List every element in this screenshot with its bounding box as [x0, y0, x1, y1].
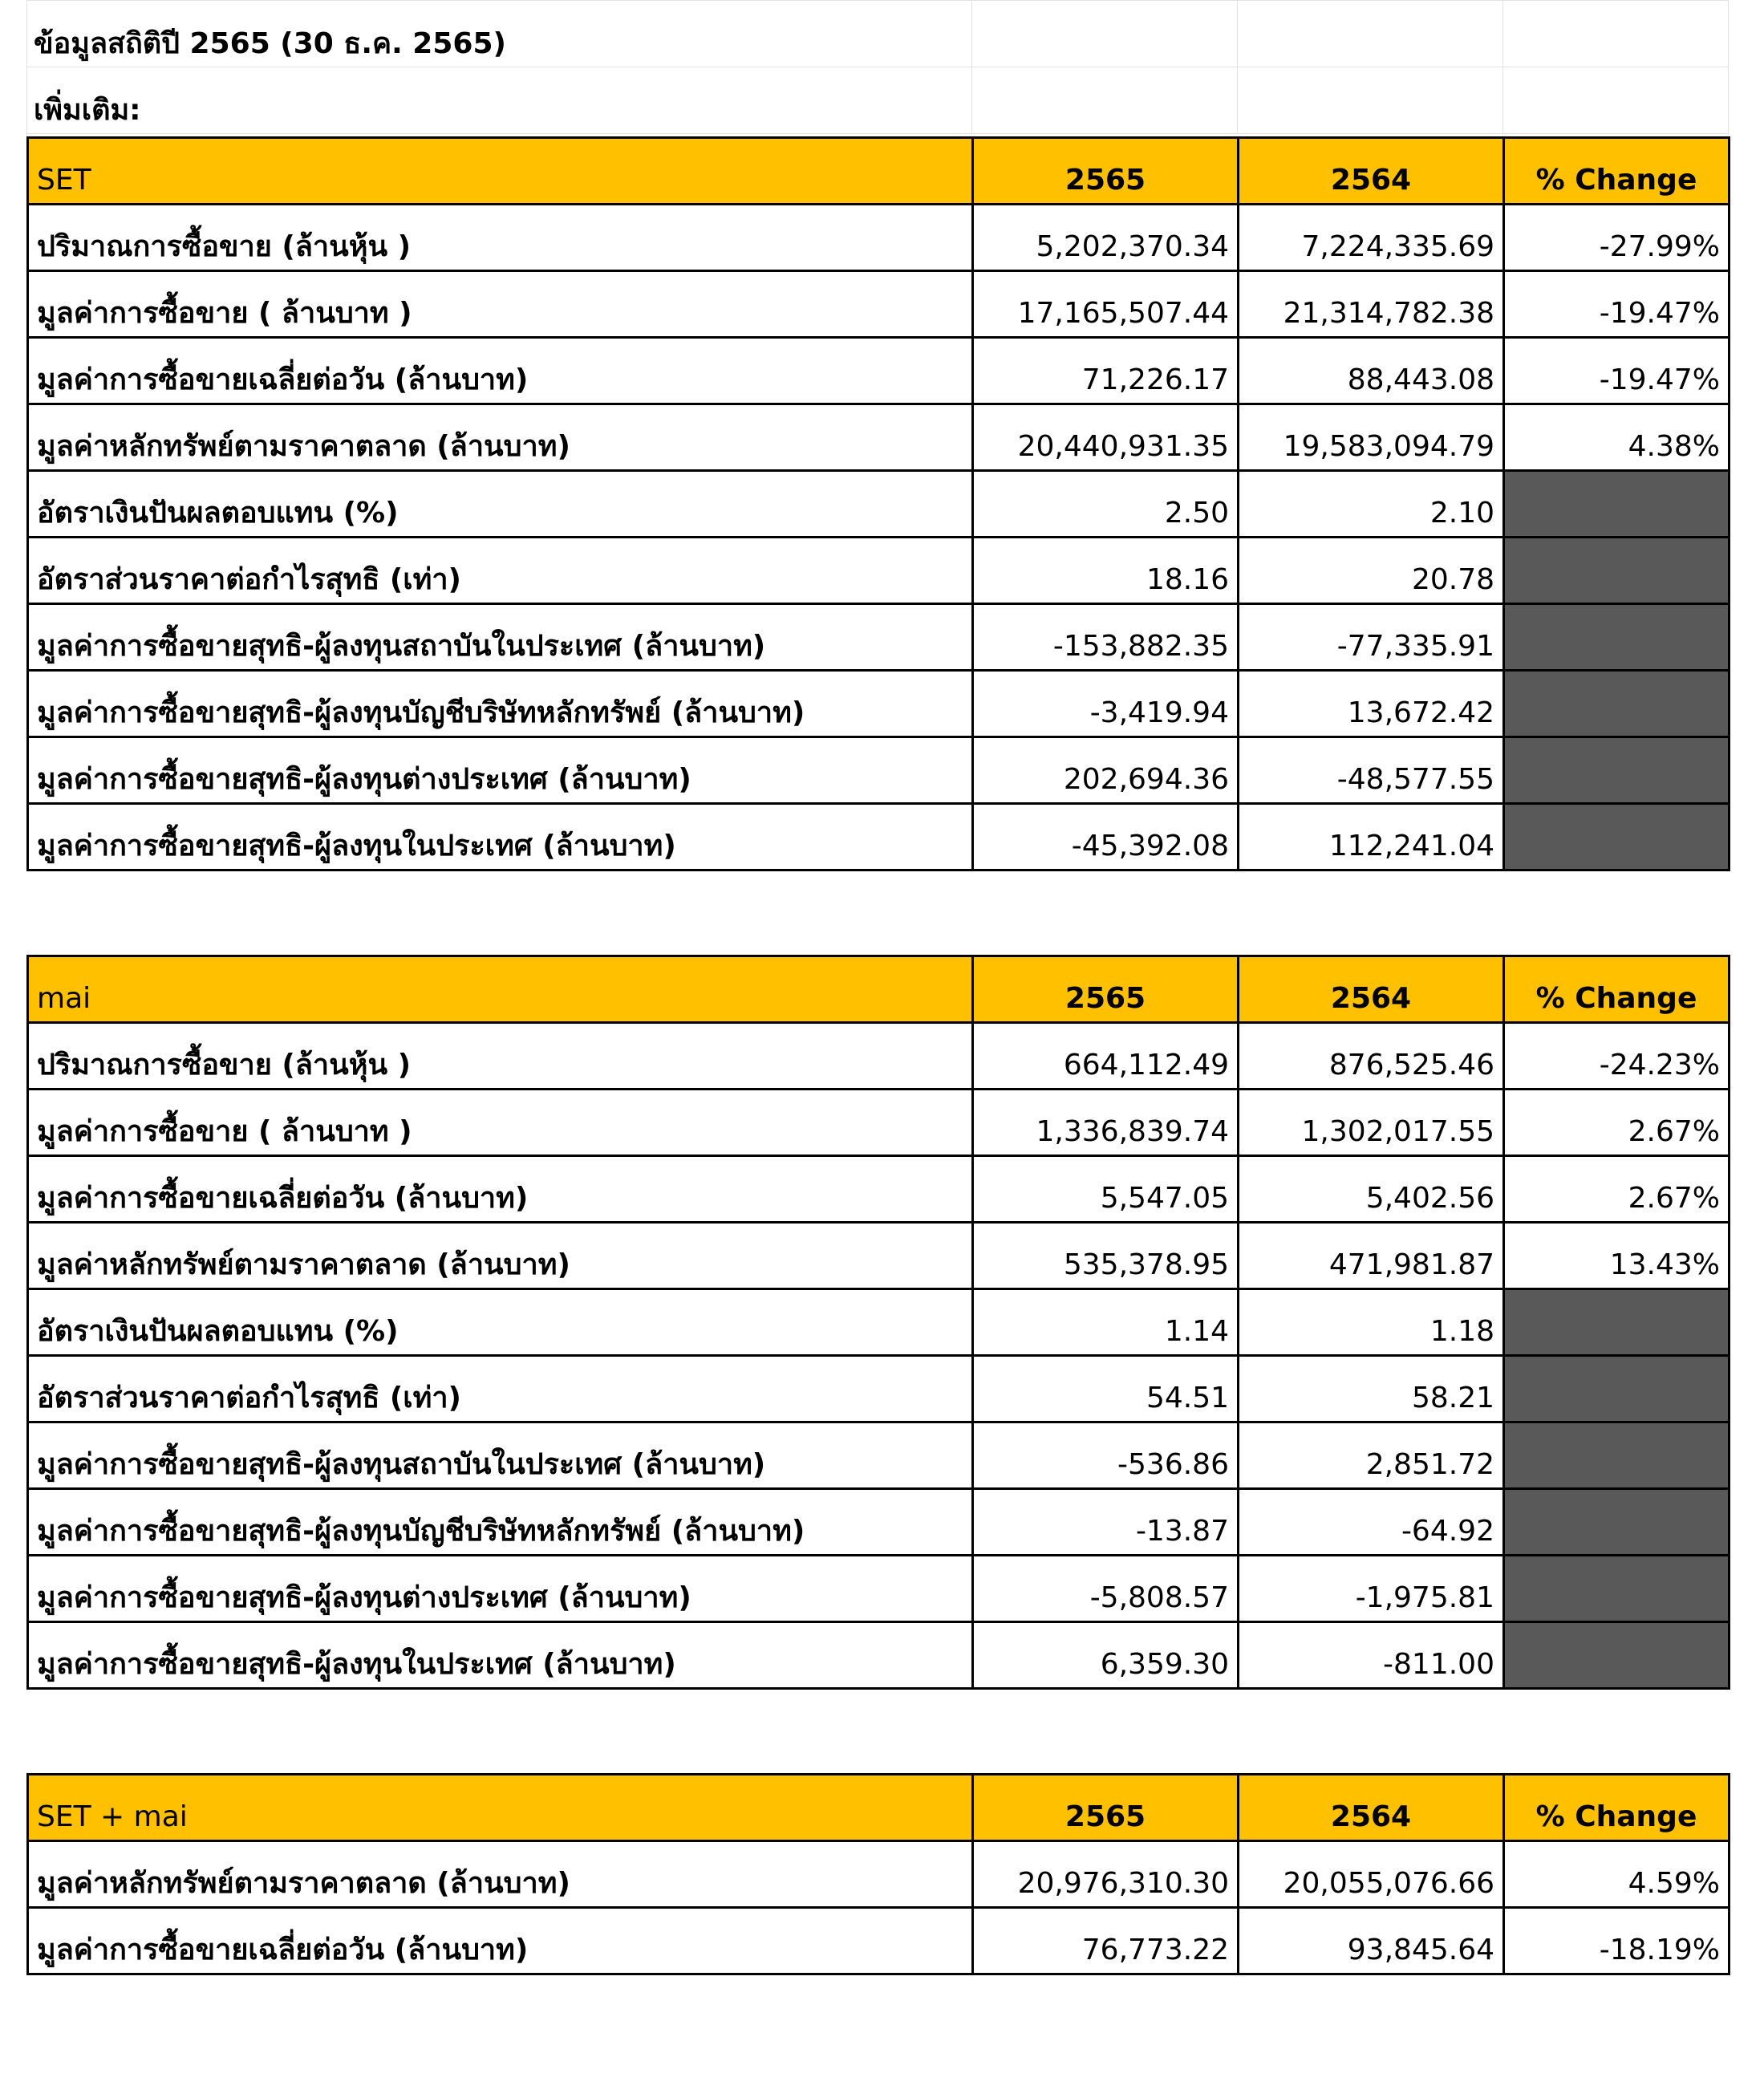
row-label-cell[interactable]: ปริมาณการซื้อขาย (ล้านหุ้น ): [28, 1023, 973, 1090]
table-row: [28, 1489, 1730, 1556]
table-row: [28, 671, 1730, 737]
table-row: [28, 205, 1730, 271]
column-header-2564[interactable]: 2564: [1239, 1775, 1504, 1841]
table-row: [28, 1556, 1730, 1622]
percent-change-cell[interactable]: -19.47%: [1504, 271, 1730, 338]
empty-cell[interactable]: [1238, 67, 1503, 134]
value-2564-cell[interactable]: 20.78: [1239, 538, 1504, 604]
row-label-cell[interactable]: มูลค่าการซื้อขายสุทธิ-ผู้ลงทุนบัญชีบริษัทหลักทรัพย์ (ล้านบาท): [28, 1489, 973, 1556]
value-2565-cell[interactable]: -13.87: [973, 1489, 1239, 1556]
value-2565-cell[interactable]: -3,419.94: [973, 671, 1239, 737]
value-2565-cell[interactable]: 6,359.30: [973, 1622, 1239, 1689]
value-2564-cell[interactable]: -1,975.81: [1239, 1556, 1504, 1622]
column-header-2565[interactable]: 2565: [973, 1775, 1239, 1841]
value-2565-cell[interactable]: 76,773.22: [973, 1908, 1239, 1974]
value-2564-cell[interactable]: 471,981.87: [1239, 1223, 1504, 1289]
table-row: [28, 1908, 1730, 1974]
value-2565-cell[interactable]: 5,547.05: [973, 1156, 1239, 1223]
percent-change-cell[interactable]: 4.38%: [1504, 404, 1730, 471]
table-name-cell[interactable]: mai: [28, 956, 973, 1023]
value-2565-cell[interactable]: -153,882.35: [973, 604, 1239, 671]
value-2564-cell[interactable]: 88,443.08: [1239, 338, 1504, 404]
table-row: [28, 1223, 1730, 1289]
value-2564-cell[interactable]: -64.92: [1239, 1489, 1504, 1556]
column-header-2565[interactable]: 2565: [973, 138, 1239, 205]
row-label-cell[interactable]: มูลค่าการซื้อขายสุทธิ-ผู้ลงทุนสถาบันในประเทศ (ล้านบาท): [28, 604, 973, 671]
shaded-empty-cell[interactable]: [1504, 737, 1730, 804]
shaded-empty-cell[interactable]: [1504, 471, 1730, 538]
more-label[interactable]: เพิ่มเติม:: [27, 67, 972, 134]
column-header-2564[interactable]: 2564: [1239, 138, 1504, 205]
value-2565-cell[interactable]: -536.86: [973, 1422, 1239, 1489]
percent-change-cell[interactable]: -27.99%: [1504, 205, 1730, 271]
shaded-empty-cell[interactable]: [1504, 1422, 1730, 1489]
shaded-empty-cell[interactable]: [1504, 671, 1730, 737]
row-label-cell[interactable]: มูลค่าการซื้อขายสุทธิ-ผู้ลงทุนบัญชีบริษัทหลักทรัพย์ (ล้านบาท): [28, 671, 973, 737]
table-row: [28, 1023, 1730, 1090]
empty-cell[interactable]: [1503, 1, 1729, 67]
value-2564-cell[interactable]: -48,577.55: [1239, 737, 1504, 804]
title-block: [26, 0, 1729, 134]
value-2564-cell[interactable]: 112,241.04: [1239, 804, 1504, 870]
table-name-cell[interactable]: SET + mai: [28, 1775, 973, 1841]
row-label-cell[interactable]: อัตราส่วนราคาต่อกำไรสุทธิ (เท่า): [28, 1356, 973, 1422]
table-row: [28, 1090, 1730, 1156]
percent-change-cell[interactable]: 4.59%: [1504, 1841, 1730, 1908]
shaded-empty-cell[interactable]: [1504, 1289, 1730, 1356]
sheet-title[interactable]: ข้อมูลสถิติปี 2565 (30 ธ.ค. 2565): [27, 1, 972, 67]
mai-table: [26, 955, 1730, 1690]
percent-change-cell[interactable]: 2.67%: [1504, 1090, 1730, 1156]
value-2565-cell[interactable]: 1.14: [973, 1289, 1239, 1356]
table-row: [28, 471, 1730, 538]
value-2565-cell[interactable]: 2.50: [973, 471, 1239, 538]
shaded-empty-cell[interactable]: [1504, 1489, 1730, 1556]
percent-change-cell[interactable]: -24.23%: [1504, 1023, 1730, 1090]
value-2564-cell[interactable]: -811.00: [1239, 1622, 1504, 1689]
column-header-2565[interactable]: 2565: [973, 956, 1239, 1023]
row-label-cell[interactable]: มูลค่าการซื้อขาย ( ล้านบาท ): [28, 1090, 973, 1156]
value-2564-cell[interactable]: 19,583,094.79: [1239, 404, 1504, 471]
table-row: [28, 404, 1730, 471]
row-label-cell[interactable]: มูลค่าหลักทรัพย์ตามราคาตลาด (ล้านบาท): [28, 1841, 973, 1908]
row-label-cell[interactable]: มูลค่าการซื้อขายสุทธิ-ผู้ลงทุนต่างประเทศ (ล้านบาท): [28, 737, 973, 804]
percent-change-cell[interactable]: -19.47%: [1504, 338, 1730, 404]
table-row: [28, 538, 1730, 604]
table-header-row: [28, 138, 1730, 205]
empty-cell[interactable]: [1503, 67, 1729, 134]
empty-cell[interactable]: [1238, 1, 1503, 67]
value-2565-cell[interactable]: 18.16: [973, 538, 1239, 604]
value-2565-cell[interactable]: 535,378.95: [973, 1223, 1239, 1289]
value-2564-cell[interactable]: 2.10: [1239, 471, 1504, 538]
value-2565-cell[interactable]: 1,336,839.74: [973, 1090, 1239, 1156]
value-2565-cell[interactable]: -45,392.08: [973, 804, 1239, 870]
table-row: [28, 1156, 1730, 1223]
value-2564-cell[interactable]: 20,055,076.66: [1239, 1841, 1504, 1908]
value-2565-cell[interactable]: -5,808.57: [973, 1556, 1239, 1622]
row-label-cell[interactable]: มูลค่าหลักทรัพย์ตามราคาตลาด (ล้านบาท): [28, 1223, 973, 1289]
table-row: [28, 1289, 1730, 1356]
shaded-empty-cell[interactable]: [1504, 604, 1730, 671]
value-2564-cell[interactable]: 1,302,017.55: [1239, 1090, 1504, 1156]
percent-change-cell[interactable]: -18.19%: [1504, 1908, 1730, 1974]
shaded-empty-cell[interactable]: [1504, 538, 1730, 604]
value-2565-cell[interactable]: 54.51: [973, 1356, 1239, 1422]
row-label-cell[interactable]: มูลค่าการซื้อขายเฉลี่ยต่อวัน (ล้านบาท): [28, 1156, 973, 1223]
value-2565-cell[interactable]: 664,112.49: [973, 1023, 1239, 1090]
row-label-cell[interactable]: มูลค่าหลักทรัพย์ตามราคาตลาด (ล้านบาท): [28, 404, 973, 471]
value-2564-cell[interactable]: 93,845.64: [1239, 1908, 1504, 1974]
table-row: [28, 1841, 1730, 1908]
row-label-cell[interactable]: มูลค่าการซื้อขายสุทธิ-ผู้ลงทุนสถาบันในประเทศ (ล้านบาท): [28, 1422, 973, 1489]
shaded-empty-cell[interactable]: [1504, 1556, 1730, 1622]
table-row: [28, 271, 1730, 338]
column-header-change[interactable]: % Change: [1504, 138, 1730, 205]
table-row: [28, 338, 1730, 404]
value-2564-cell[interactable]: 5,402.56: [1239, 1156, 1504, 1223]
row-label-cell[interactable]: อัตราเงินปันผลตอบแทน (%): [28, 471, 973, 538]
shaded-empty-cell[interactable]: [1504, 1356, 1730, 1422]
value-2565-cell[interactable]: 202,694.36: [973, 737, 1239, 804]
value-2564-cell[interactable]: 21,314,782.38: [1239, 271, 1504, 338]
table-row: [28, 1622, 1730, 1689]
value-2564-cell[interactable]: 7,224,335.69: [1239, 205, 1504, 271]
percent-change-cell[interactable]: 13.43%: [1504, 1223, 1730, 1289]
table-row: [28, 1422, 1730, 1489]
value-2564-cell[interactable]: 58.21: [1239, 1356, 1504, 1422]
row-label-cell[interactable]: มูลค่าการซื้อขายเฉลี่ยต่อวัน (ล้านบาท): [28, 1908, 973, 1974]
row-label-cell[interactable]: มูลค่าการซื้อขายสุทธิ-ผู้ลงทุนในประเทศ (ล้านบาท): [28, 1622, 973, 1689]
value-2564-cell[interactable]: 1.18: [1239, 1289, 1504, 1356]
shaded-empty-cell[interactable]: [1504, 804, 1730, 870]
row-label-cell[interactable]: มูลค่าการซื้อขายเฉลี่ยต่อวัน (ล้านบาท): [28, 338, 973, 404]
table-header-row: [28, 956, 1730, 1023]
value-2564-cell[interactable]: -77,335.91: [1239, 604, 1504, 671]
table-name-cell[interactable]: SET: [28, 138, 973, 205]
table-header-row: [28, 1775, 1730, 1841]
row-label-cell[interactable]: อัตราเงินปันผลตอบแทน (%): [28, 1289, 973, 1356]
table-row: [28, 604, 1730, 671]
value-2564-cell[interactable]: 2,851.72: [1239, 1422, 1504, 1489]
value-2564-cell[interactable]: 876,525.46: [1239, 1023, 1504, 1090]
column-header-change[interactable]: % Change: [1504, 956, 1730, 1023]
value-2565-cell[interactable]: 20,976,310.30: [973, 1841, 1239, 1908]
shaded-empty-cell[interactable]: [1504, 1622, 1730, 1689]
value-2565-cell[interactable]: 5,202,370.34: [973, 205, 1239, 271]
value-2565-cell[interactable]: 20,440,931.35: [973, 404, 1239, 471]
column-header-2564[interactable]: 2564: [1239, 956, 1504, 1023]
more-row: [27, 67, 1729, 134]
table-row: [28, 804, 1730, 870]
percent-change-cell[interactable]: 2.67%: [1504, 1156, 1730, 1223]
row-label-cell[interactable]: ปริมาณการซื้อขาย (ล้านหุ้น ): [28, 205, 973, 271]
row-label-cell[interactable]: มูลค่าการซื้อขายสุทธิ-ผู้ลงทุนในประเทศ (ล้านบาท): [28, 804, 973, 870]
row-label-cell[interactable]: มูลค่าการซื้อขายสุทธิ-ผู้ลงทุนต่างประเทศ (ล้านบาท): [28, 1556, 973, 1622]
column-header-change[interactable]: % Change: [1504, 1775, 1730, 1841]
empty-cell[interactable]: [972, 67, 1238, 134]
value-2565-cell[interactable]: 17,165,507.44: [973, 271, 1239, 338]
table-row: [28, 737, 1730, 804]
value-2564-cell[interactable]: 13,672.42: [1239, 671, 1504, 737]
title-row: [27, 1, 1729, 67]
empty-cell[interactable]: [972, 1, 1238, 67]
row-label-cell[interactable]: มูลค่าการซื้อขาย ( ล้านบาท ): [28, 271, 973, 338]
value-2565-cell[interactable]: 71,226.17: [973, 338, 1239, 404]
set-table: [26, 136, 1730, 871]
table-row: [28, 1356, 1730, 1422]
row-label-cell[interactable]: อัตราส่วนราคาต่อกำไรสุทธิ (เท่า): [28, 538, 973, 604]
set-plus-mai-table: [26, 1773, 1730, 1975]
